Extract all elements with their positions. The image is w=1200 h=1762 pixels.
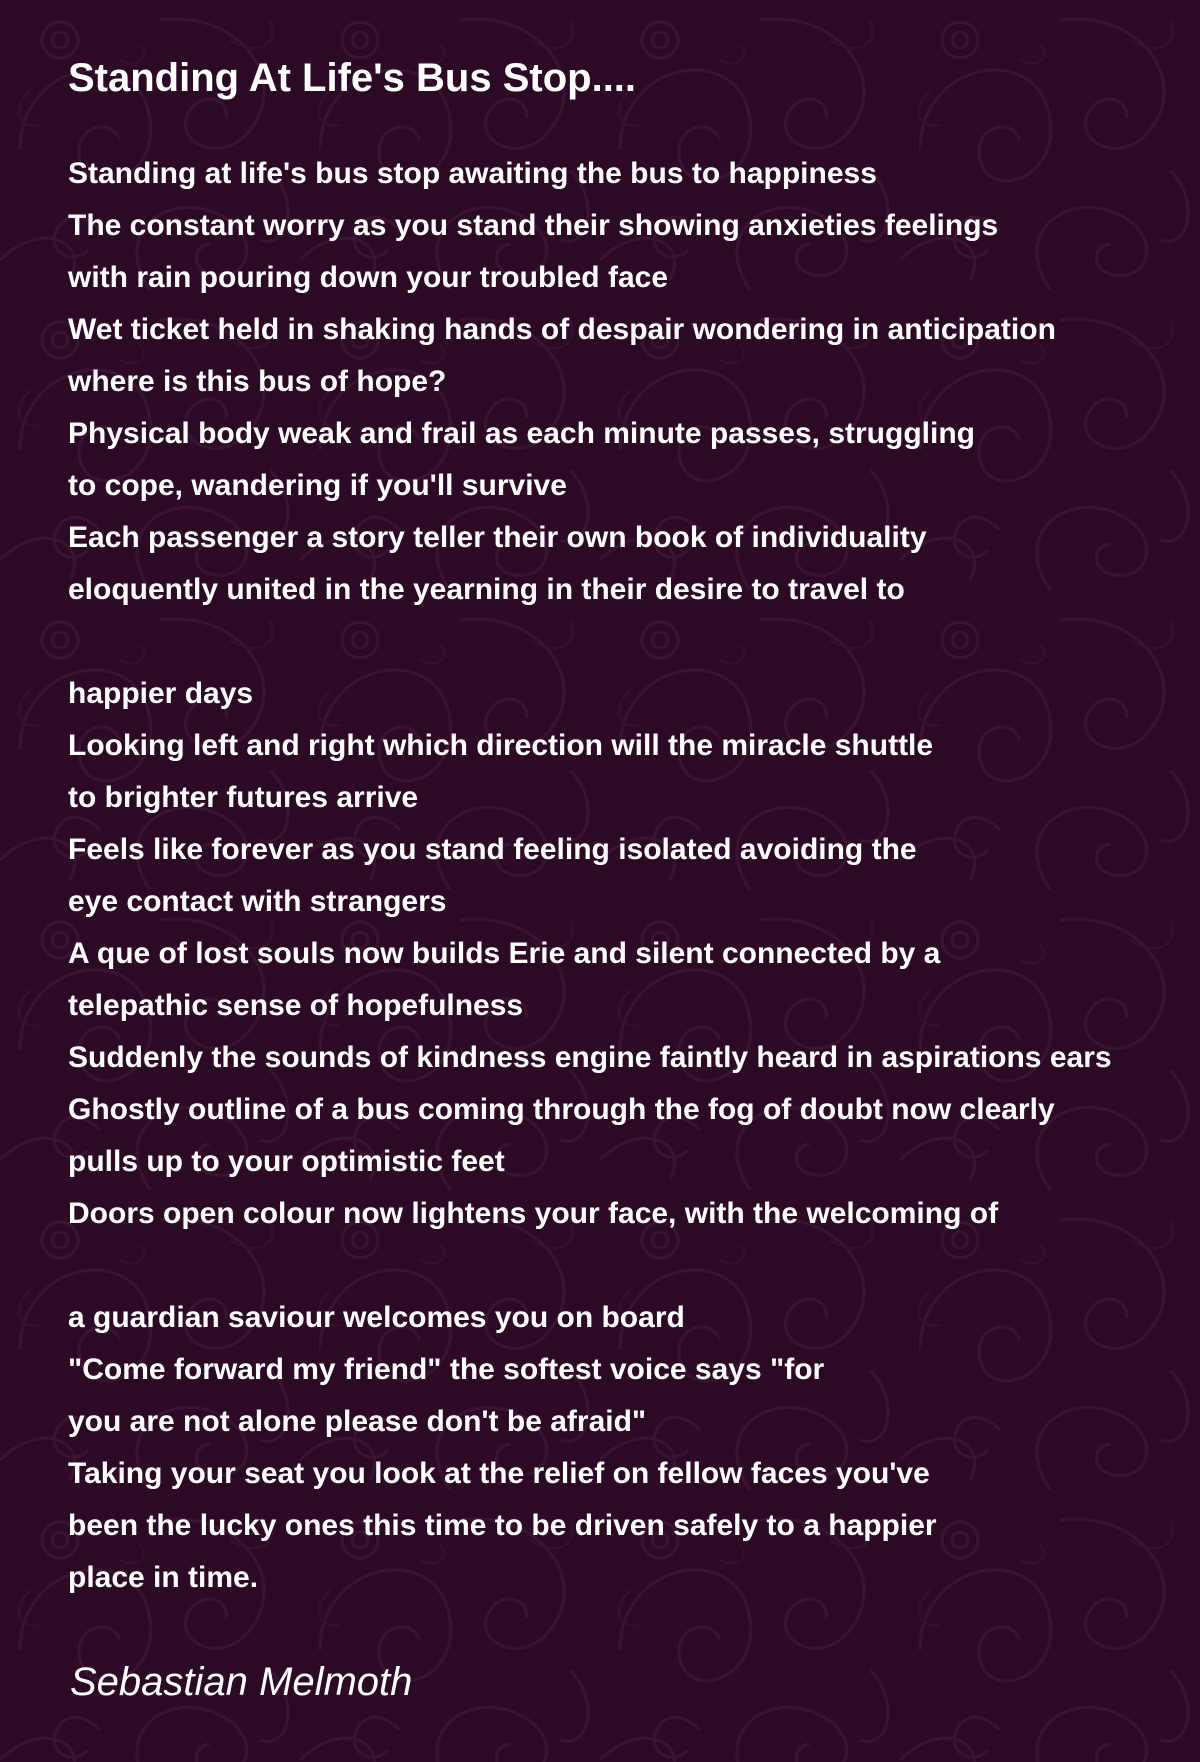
poem-line: happier days [68,677,254,710]
stanza-3 [68,1292,1188,1604]
poem-line: pulls up to your optimistic feet [68,1145,505,1178]
poem-line: A que of lost souls now builds Erie and silent connected by a [68,937,941,970]
poem-line: eye contact with strangers [68,885,447,918]
poem-line: Physical body weak and frail as each minute passes, struggling [68,417,975,450]
stanza-2 [68,668,1188,1240]
poem-line: The constant worry as you stand their showing anxieties feelings [68,209,999,242]
poem-line: with rain pouring down your troubled face [68,261,668,294]
poem-title: Standing At Life's Bus Stop.... [68,56,637,100]
poem-line: telepathic sense of hopefulness [68,989,524,1022]
poem-line: Standing at life's bus stop awaiting the bus to happiness [68,157,877,190]
poem-author: Sebastian Melmoth [70,1660,413,1704]
poem-line: Taking your seat you look at the relief on fellow faces you've [68,1457,930,1490]
poem-line: to cope, wandering if you'll survive [68,469,567,502]
poem-line: Wet ticket held in shaking hands of despair wondering in anticipation [68,313,1056,346]
poem-line: Looking left and right which direction will the miracle shuttle [68,729,934,762]
poem-line: "Come forward my friend" the softest voice says "for [68,1353,825,1386]
poem-line: a guardian saviour welcomes you on board [68,1301,685,1334]
poem-line: you are not alone please don't be afraid" [68,1405,647,1438]
poem-container [68,52,1188,1708]
poem-line: Feels like forever as you stand feeling isolated avoiding the [68,833,917,866]
poem-line: where is this bus of hope? [68,365,447,398]
poem-line: eloquently united in the yearning in their desire to travel to [68,573,905,606]
poem-line: been the lucky ones this time to be driven safely to a happier [68,1509,937,1542]
poem-line: place in time. [68,1561,259,1594]
poem-line: Suddenly the sounds of kindness engine faintly heard in aspirations ears [68,1041,1112,1074]
stanza-1 [68,148,1188,616]
poem-line: Ghostly outline of a bus coming through the fog of doubt now clearly [68,1093,1055,1126]
poem-line: Each passenger a story teller their own book of individuality [68,521,927,554]
poem-line: to brighter futures arrive [68,781,419,814]
poem-line: Doors open colour now lightens your face, with the welcoming of [68,1197,999,1230]
